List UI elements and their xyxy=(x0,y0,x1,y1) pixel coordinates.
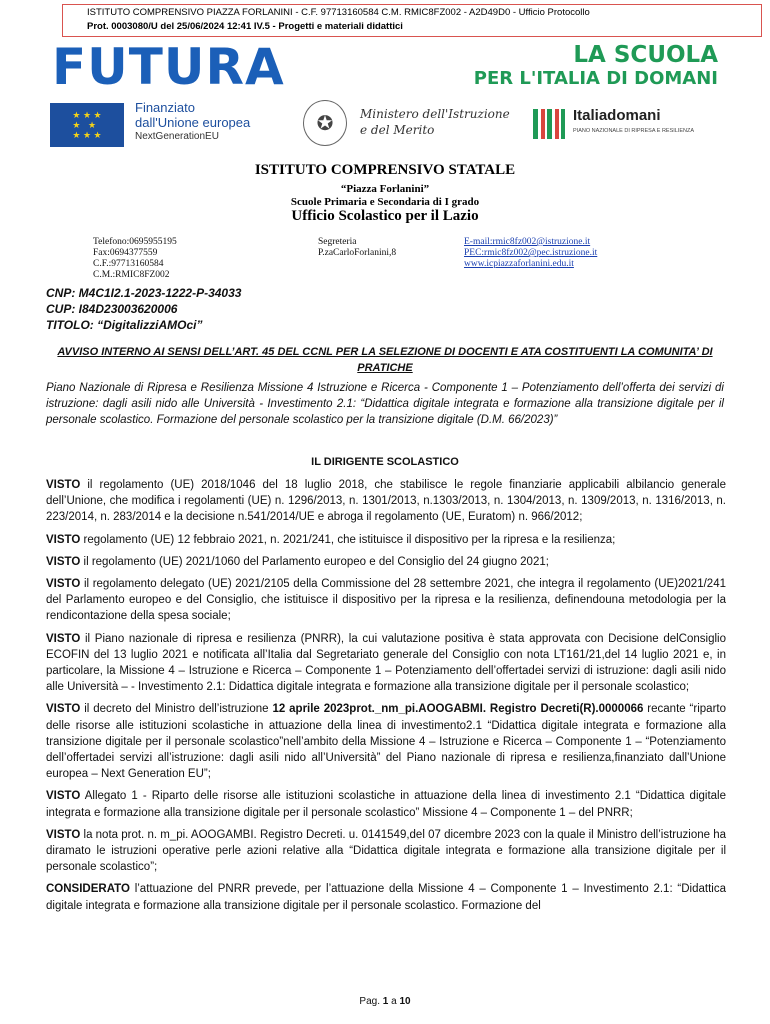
regional-office: Ufficio Scolastico per il Lazio xyxy=(291,208,479,224)
project-codes xyxy=(46,285,241,333)
paragraph: CONSIDERATO l’attuazione del PNRR prevede, per l’attuazione della Missione 4 – Componente 1 – Investimento 2.1: “Didattica digitale integrata e formazione alla transizione digitale per il personale scolastico. Formazione del xyxy=(46,883,726,912)
stamp-line-2: Prot. 0003080/U del 25/06/2024 12:41 IV.5 - Progetti e materiali didattici xyxy=(87,21,403,32)
eu-line-2: dall'Unione europea xyxy=(135,115,251,130)
school-levels: Scuole Primaria e Secondaria di I grado xyxy=(290,196,480,208)
email-link[interactable]: E-mail:rmic8fz002@istruzione.it xyxy=(464,237,591,247)
eu-stars-icon: ★ ★ ★ ★ ★ ★ ★ ★ xyxy=(50,103,124,147)
scuola-line-1: LA SCUOLA xyxy=(573,43,718,68)
italiadomani-name: Italiadomani xyxy=(573,107,661,124)
pec-link[interactable]: PEC:rmic8fz002@pec.istruzione.it xyxy=(464,248,598,258)
contacts-middle xyxy=(318,237,396,259)
school-name: ISTITUTO COMPRENSIVO STATALE xyxy=(254,162,516,178)
italiadomani-subtitle: PIANO NAZIONALE DI RIPRESA E RESILIENZA xyxy=(573,128,695,134)
ministero-line-1: Ministero dell'Istruzione xyxy=(360,107,510,121)
italiadomani-mark-icon xyxy=(533,109,565,139)
paragraph: VISTO il Piano nazionale di ripresa e resilienza (PNRR), la cui valutazione positiva è stata approvata con Decisione delConsiglio ECOFIN del 13 luglio 2021 e notificata all’Italia dal Segretariato generale del Consiglio con nota LT161/21,del 14 luglio 2021 e, in particolare, la Missione 4 – Istruzione e Ricerca – Componente 1 – Potenziamento dell’offertadei servizi di istruzione: dagli asili nido alle Università – - Investimento 2.1: Didattica digitale integrata e formazione alla transizione digitale per il personale scolastico; xyxy=(46,632,726,694)
ministero-line-2: e del Merito xyxy=(360,123,435,137)
notice-title: AVVISO INTERNO AI SENSI DELL’ART. 45 DEL CCNL PER LA SELEZIONE DI DOCENTI E ATA COSTITUENTI LA COMUNITA’ DI PRATICHE xyxy=(57,346,713,374)
paragraph: VISTO regolamento (UE) 12 febbraio 2021, n. 2021/241, che istituisce il dispositivo per la ripresa e la resilienza; xyxy=(46,533,616,546)
paragraph: VISTO il decreto del Ministro dell’istruzione 12 aprile 2023prot._nm_pi.AOOGABMI. Registro Decreti(R).0000066 recante “riparto delle risorse alle istituzioni scolastiche in attuazione della linea di investimento2.1 “Didattica digitale integrata e formazione alla transizione digitale per il personale scolastico”nell’ambito della Missione 4 – Istruzione e Ricerca – Componente 1 – “Potenziamento dell’offertadei servizi all’istruzione: dagli asili nido all’Università” del Piano nazionale di ripresa e resilienza,finanziato dall’Unione europea – Next Generation EU”; xyxy=(46,703,726,781)
paragraph: VISTO il regolamento delegato (UE) 2021/2105 della Commissione del 28 settembre 2021, che integra il regolamento (UE)2021/241 del Parlamento europeo e del Consiglio, che istituisce il dispositivo per la ripresa e la resilienza, definendouna metodologia per la rendicontazione della spesa sociale; xyxy=(46,578,726,623)
school-location: “Piazza Forlanini” xyxy=(340,183,430,195)
futura-banner xyxy=(52,43,718,93)
italian-republic-emblem-icon: ✪ xyxy=(303,100,347,146)
document-body xyxy=(46,477,726,920)
project-title: TITOLO: “DigitalizziAMOci” xyxy=(46,318,203,332)
institutional-logos xyxy=(50,100,720,148)
current-page: 1 xyxy=(382,996,389,1007)
fiscal-code: C.F.:97713160584 xyxy=(93,259,164,269)
ministero-logo xyxy=(360,106,510,146)
contacts-right xyxy=(464,237,597,270)
contacts-left xyxy=(93,237,177,281)
eu-line-1: Finanziato xyxy=(135,100,195,115)
paragraph: VISTO la nota prot. n. m_pi. AOOGAMBI. Registro Decreti. u. 0141549,del 07 dicembre 2023 con la quale il Ministro dell’istruzione ha diramato le istruzioni operative perle azioni relative alla “Didattica digitale integrata e formazione alla transizione digitale per il personale scolastico”; xyxy=(46,828,726,874)
futura-logo: FUTURA xyxy=(52,43,285,91)
eu-line-3: NextGenerationEU xyxy=(135,131,219,142)
mechanographic-code: C.M.:RMIC8FZ002 xyxy=(93,270,170,280)
italiadomani-logo xyxy=(533,107,720,147)
cnp-code: CNP: M4C1I2.1-2023-1222-P-34033 xyxy=(46,286,242,300)
paragraph: VISTO Allegato 1 - Riparto delle risorse alle istituzioni scolastiche in attuazione della linea di investimento 2.1 “Didattica digitale integrata e formazione alla transizione digitale per il personale scolastico” Missione 4 – Componente 1 – del PNRR; xyxy=(46,790,726,819)
pnrr-description: Piano Nazionale di Ripresa e Resilienza Missione 4 Istruzione e Ricerca - Componente 1 – Potenziamento dell’offerta dei servizi di istruzione: dagli asili nido alle Università - Investimento 2.1: “Didattica digitale integrata e formazione alla transizione digitale per il personale scolastico. Formazione del personale scolastico per la transizione digitale (D.M. 66/2023)” xyxy=(46,382,724,426)
cup-code: CUP: I84D23003620006 xyxy=(46,302,178,316)
fax-number: Fax:0694377559 xyxy=(93,248,158,258)
paragraph: VISTO il regolamento (UE) 2021/1060 del Parlamento europeo e del Consiglio del 24 giugno 2021; xyxy=(46,555,549,568)
eu-funding-label xyxy=(135,100,305,148)
paragraph: VISTO il regolamento (UE) 2018/1046 del 18 luglio 2018, che stabilisce le regole finanziarie applicabili albilancio generale dell’Unione, che modifica i regolamenti (UE) n. 1296/2013, n. 1301/2013, n.1303/2013, n. 1304/2013, n. 1309/2013, n. 1316/2013, n. 223/2014, n. 283/2014 e la decisione n.541/2014/UE e abroga il regolamento (UE, Euratom) n. 966/2012; xyxy=(46,479,726,524)
address: P.zaCarloForlanini,8 xyxy=(318,248,397,258)
stamp-line-1: ISTITUTO COMPRENSIVO PIAZZA FORLANINI - C.F. 97713160584 C.M. RMIC8FZ002 - A2D49D0 - Ufficio Protocollo xyxy=(87,7,590,18)
website-link[interactable]: www.icpiazzaforlanini.edu.it xyxy=(464,259,574,269)
dirigente-heading: IL DIRIGENTE SCOLASTICO xyxy=(311,456,459,468)
page-footer: Pag. 1 a 10 xyxy=(359,996,411,1007)
total-pages: 10 xyxy=(399,996,411,1007)
scuola-italia-domani-logo xyxy=(374,43,718,91)
protocol-stamp xyxy=(62,4,762,37)
secretariat-label: Segreteria xyxy=(318,237,357,247)
phone-number: Telefono:0695955195 xyxy=(93,237,177,247)
scuola-line-2: PER L'ITALIA DI DOMANI xyxy=(473,68,718,89)
